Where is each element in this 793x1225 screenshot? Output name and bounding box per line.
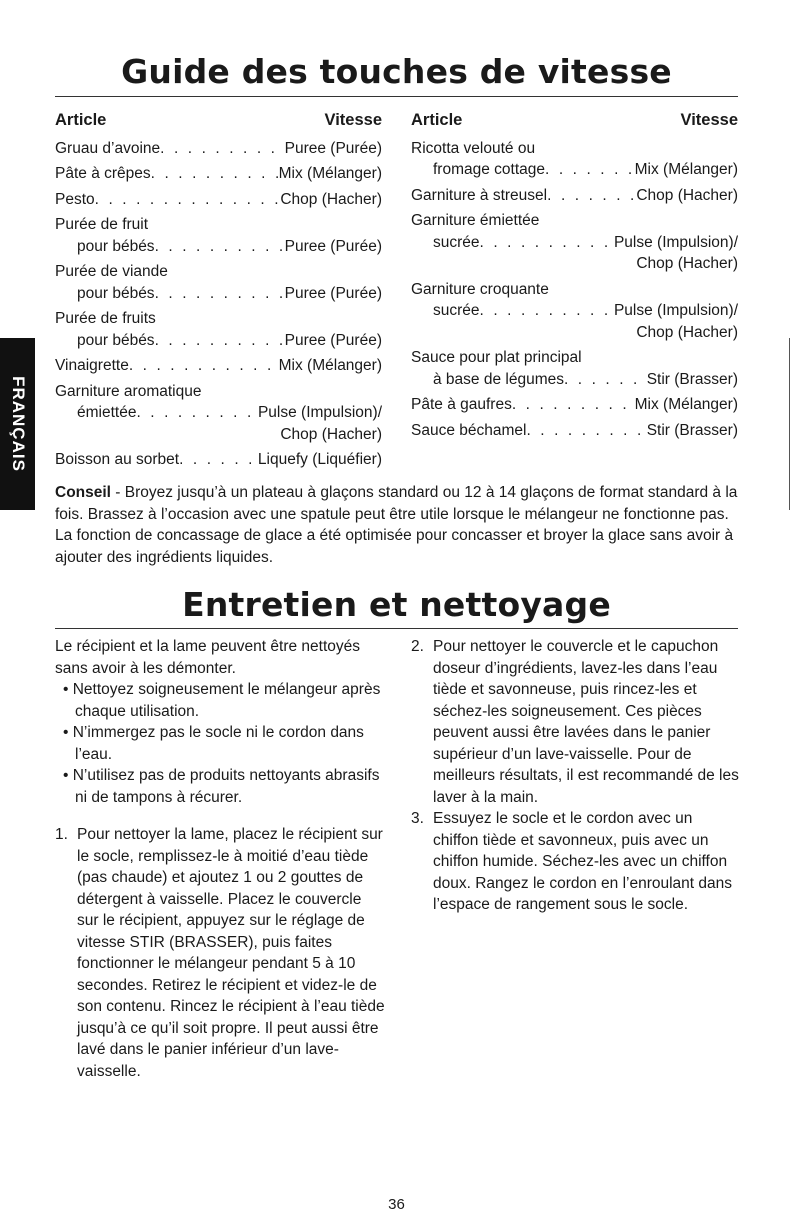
item-name: pour bébés — [77, 331, 155, 349]
item-name: émiettée — [77, 404, 137, 421]
care-step — [55, 824, 385, 1082]
speed-list-right — [411, 138, 738, 442]
item-row — [55, 330, 382, 352]
item-speed: Stir (Brasser) — [646, 370, 738, 388]
item-speed: Liquefy (Liquéfier) — [257, 451, 382, 468]
dot-leader — [564, 369, 647, 391]
speed-item — [411, 420, 738, 442]
step-number: 2. — [411, 638, 424, 655]
language-tab — [0, 338, 35, 510]
item-speed: Chop (Hacher) — [280, 190, 382, 208]
language-tab-label: FRANÇAIS — [8, 376, 28, 472]
item-name: Garniture croquante — [411, 280, 549, 298]
item-row — [55, 283, 382, 305]
dot-leader — [151, 163, 279, 185]
item-name: Boisson au sorbet — [55, 451, 180, 468]
item-row — [55, 163, 382, 185]
item-row — [411, 369, 738, 391]
care-bullet: • Nettoyez soigneusement le mélangeur après chaque utilisation. — [63, 681, 381, 720]
care-title: Entretien et nettoyage — [182, 585, 611, 624]
item-row — [55, 138, 382, 160]
item-row — [55, 189, 382, 211]
dot-leader — [547, 185, 636, 207]
speed-table-header — [55, 110, 382, 132]
item-name: Sauce pour plat principal — [411, 349, 582, 366]
care-bullet-text: N’immergez pas le socle ni le cordon dans l’eau. — [72, 724, 364, 763]
speed-item — [411, 210, 738, 275]
item-name: Garniture à streusel — [411, 186, 548, 204]
item-name: Ricotta velouté ou — [411, 139, 536, 157]
dot-leader — [129, 355, 279, 377]
tip-label: Conseil — [55, 484, 111, 501]
speed-item — [55, 261, 382, 304]
care-bullet: • N’immergez pas le socle ni le cordon dans l’eau. — [63, 724, 364, 763]
speed-item — [411, 185, 738, 207]
item-name: pour bébés — [77, 237, 155, 255]
care-bullet-text: Nettoyez soigneusement le mélangeur après chaque utilisation. — [72, 681, 381, 720]
item-speed: Mix (Mélanger) — [278, 357, 382, 374]
item-name: Purée de viande — [55, 263, 168, 280]
item-name: pour bébés — [77, 284, 155, 302]
speed-item — [55, 355, 382, 377]
vitesse-header: Vitesse — [680, 111, 738, 129]
item-row — [55, 355, 382, 377]
item-name: fromage cottage — [433, 161, 546, 178]
item-speed: Puree (Purée) — [284, 284, 382, 302]
item-row — [411, 185, 738, 207]
care-bullet: • N’utilisez pas de produits nettoyants abrasifs ni de tampons à récurer. — [63, 767, 380, 806]
dot-leader — [512, 394, 635, 416]
item-row — [411, 394, 738, 416]
item-row — [411, 159, 738, 181]
article-header: Article — [411, 111, 463, 129]
speed-item — [411, 347, 738, 390]
speed-item — [55, 189, 382, 211]
speed-item — [55, 138, 382, 160]
page-number: 36 — [388, 1196, 405, 1213]
step-text: Pour nettoyer le couvercle et le capuchon doseur d’ingrédients, lavez-les dans l’eau tiède et savonneuse, puis rincez-les et séchez-les soigneusement. Ces pièces peuvent aussi être lavées dans le panier supérieur d’un lave-vaisselle. Pour de meilleurs résultats, il est recommandé de les laver à la main. — [433, 638, 739, 806]
item-speed: Mix (Mélanger) — [278, 165, 382, 182]
item-row — [55, 402, 382, 424]
item-speed: Mix (Mélanger) — [634, 161, 738, 178]
dot-leader — [526, 420, 646, 442]
item-name: sucrée — [433, 302, 480, 319]
item-row — [55, 449, 382, 471]
tip-text: - Broyez jusqu’à un plateau à glaçons standard ou 12 à 14 glaçons de format standard à la fois. Brassez à l’occasion avec une spatule peut être utile lorsque le mélangeur ne fonctionne pas. La fonction de concassage de glace a été optimisée pour concasser et broyer la glace sans avoir à ajouter des ingrédients liquides. — [55, 484, 738, 566]
item-row — [55, 236, 382, 258]
item-speed: Puree (Purée) — [284, 139, 382, 157]
item-name: sucrée — [433, 233, 480, 251]
speed-item — [411, 138, 738, 181]
item-row — [411, 420, 738, 442]
step-text: Essuyez le socle et le cordon avec un chiffon tiède et savonneux, puis avec un chiffon humide. Séchez-les avec un chiffon doux. Rangez le cordon en l’enroulant dans l’espace de rangement sous le socle. — [433, 810, 733, 913]
item-name: Sauce béchamel — [411, 421, 527, 439]
item-name: Pâte à gaufres — [411, 396, 512, 413]
care-rule — [55, 628, 738, 629]
item-speed: Puree (Purée) — [284, 237, 382, 255]
article-header: Article — [55, 111, 107, 129]
item-name: Pesto — [55, 190, 95, 208]
item-name: Gruau d’avoine — [55, 139, 161, 157]
speed-item — [411, 394, 738, 416]
speed-item — [55, 381, 382, 446]
speed-item — [411, 279, 738, 344]
dot-leader — [179, 449, 258, 471]
speed-item — [55, 163, 382, 185]
item-name: Vinaigrette — [55, 357, 129, 374]
item-name: Pâte à crêpes — [55, 165, 151, 182]
care-intro: Le récipient et la lame peuvent être nettoyés sans avoir à les démonter. — [55, 638, 361, 677]
speed-table-left — [55, 110, 382, 475]
speed-item — [55, 214, 382, 257]
item-speed: Pulse (Impulsion)/ — [257, 404, 382, 421]
vitesse-header: Vitesse — [324, 111, 382, 129]
care-right-column — [411, 636, 741, 916]
speed-item — [55, 308, 382, 351]
dot-leader — [95, 189, 281, 211]
item-name: Garniture émiettée — [411, 212, 540, 229]
item-speed: Mix (Mélanger) — [634, 396, 738, 413]
item-speed-alt: Chop (Hacher) — [636, 255, 738, 272]
item-speed: Puree (Purée) — [284, 331, 382, 349]
title-rule — [55, 96, 738, 97]
dot-leader — [155, 283, 285, 305]
item-name: à base de légumes — [433, 370, 564, 388]
item-speed: Pulse (Impulsion)/ — [613, 233, 738, 251]
speed-table-header — [411, 110, 738, 132]
margin-line — [789, 338, 790, 510]
care-step — [411, 808, 741, 916]
item-row — [411, 232, 738, 254]
step-number: 3. — [411, 810, 424, 827]
item-speed: Chop (Hacher) — [636, 186, 738, 204]
speed-list-left — [55, 138, 382, 471]
care-bullet-text: N’utilisez pas de produits nettoyants abrasifs ni de tampons à récurer. — [72, 767, 380, 806]
item-speed: Pulse (Impulsion)/ — [613, 302, 738, 319]
dot-leader — [480, 300, 614, 322]
item-name: Purée de fruits — [55, 310, 156, 327]
item-row — [411, 300, 738, 322]
speed-item — [55, 449, 382, 471]
item-speed: Stir (Brasser) — [646, 421, 738, 439]
item-name: Purée de fruit — [55, 216, 149, 233]
tip-paragraph — [55, 482, 745, 568]
dot-leader — [160, 138, 285, 160]
dot-leader — [155, 330, 285, 352]
dot-leader — [155, 236, 285, 258]
dot-leader — [136, 402, 258, 424]
item-name: Garniture aromatique — [55, 382, 202, 400]
speed-table-right — [411, 110, 738, 445]
speed-guide-title: Guide des touches de vitesse — [121, 52, 672, 91]
care-step — [411, 636, 741, 808]
dot-leader — [545, 159, 635, 181]
dot-leader — [480, 232, 614, 254]
care-left-column — [55, 636, 385, 1082]
item-speed-alt: Chop (Hacher) — [280, 425, 382, 443]
step-text: Pour nettoyer la lame, placez le récipient sur le socle, remplissez-le à moitié d’eau tiède (pas chaude) et ajoutez 1 ou 2 gouttes de détergent à vaisselle. Placez le couvercle sur le récipient, appuyez sur le réglage de vitesse STIR (BRASSER), puis faites fonctionner le mélangeur pendant 5 à 10 secondes. Retirez le récipient et videz-le de son contenu. Rincez le récipient à l’eau tiède jusqu’à ce qu’il soit propre. Il peut aussi être lavé dans le panier inférieur d’un lave-vaisselle. — [77, 826, 385, 1080]
step-number: 1. — [55, 826, 68, 843]
item-speed-alt: Chop (Hacher) — [636, 323, 738, 341]
